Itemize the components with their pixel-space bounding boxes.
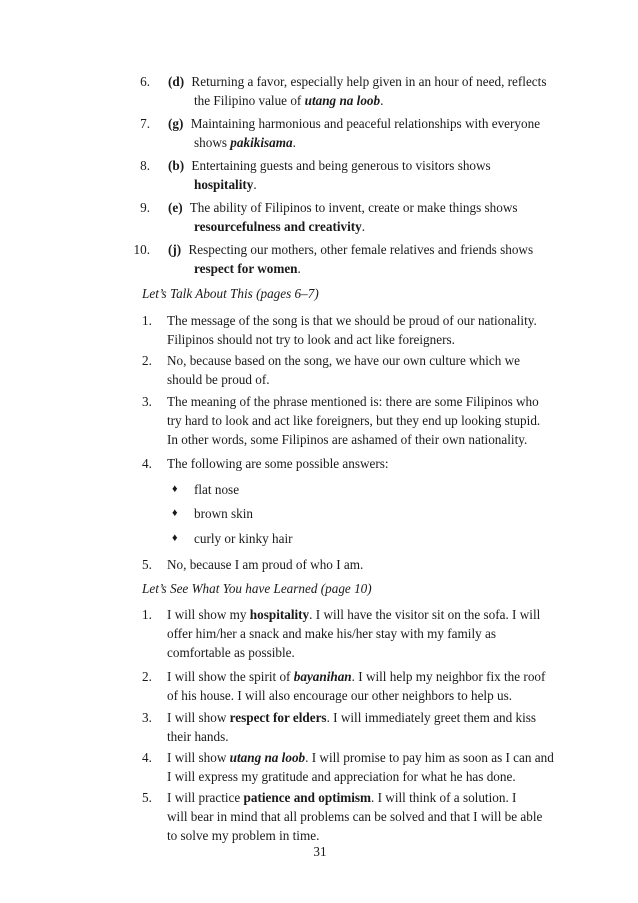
answer-emphasis: hospitality: [194, 177, 254, 192]
item-line: I will show: [167, 710, 230, 725]
item-number: 2.: [142, 353, 152, 368]
answer-emphasis: resourcefulness and creativity: [194, 219, 362, 234]
answer-number: 7.: [140, 116, 150, 131]
diamond-bullet-icon: ♦: [172, 507, 178, 519]
item-line: . I will have the visitor sit on the sofa. I will: [309, 607, 541, 622]
answer-punct: .: [292, 135, 296, 150]
item-line: to solve my problem in time.: [167, 828, 320, 843]
answer-text: Maintaining harmonious and peaceful relationships with everyone: [190, 116, 541, 131]
item-line: I will show the spirit of: [167, 669, 294, 684]
answer-number: 8.: [140, 158, 150, 173]
item-line: The meaning of the phrase mentioned is: there are some Filipinos who: [167, 394, 539, 409]
item-line: . I will think of a solution. I: [371, 790, 517, 805]
answer-punct: .: [253, 177, 257, 192]
item-line: will bear in mind that all problems can be solved and that I will be able: [167, 809, 543, 824]
item-line: No, because based on the song, we have our own culture which we: [167, 353, 521, 368]
answer-emphasis: respect for women: [194, 261, 298, 276]
item-line: I will practice: [167, 790, 244, 805]
answer-letter: (e): [168, 200, 183, 215]
answer-number: 6.: [140, 74, 150, 89]
section-title-learned: Let’s See What You have Learned (page 10): [142, 581, 372, 596]
item-line: . I will immediately greet them and kiss: [326, 710, 537, 725]
item-line: I will show my: [167, 607, 250, 622]
answer-text: Returning a favor, especially help given in an hour of need, reflects: [191, 74, 547, 89]
item-number: 4.: [142, 456, 152, 471]
item-emphasis: utang na loob: [229, 750, 306, 765]
answer-letter: (j): [168, 242, 182, 257]
section-title-talk: Let’s Talk About This (pages 6–7): [142, 286, 319, 301]
answer-letter: (b): [168, 158, 185, 173]
item-number: 1.: [142, 607, 152, 622]
answer-number: 10.: [133, 242, 150, 257]
answer-punct: .: [361, 219, 366, 234]
item-number: 5.: [142, 790, 152, 805]
page-number: 31: [313, 844, 327, 859]
bullet-text: brown skin: [194, 506, 253, 521]
item-line: I will express my gratitude and appreciation for what he has done.: [167, 769, 516, 784]
answer-punct: .: [297, 261, 301, 276]
answer-text: Respecting our mothers, other female relatives and friends shows: [188, 242, 534, 257]
answer-text-cont: the Filipino value of: [194, 93, 305, 108]
answer-number: 9.: [140, 200, 150, 215]
item-line: The message of the song is that we should be proud of our nationality.: [167, 313, 537, 328]
item-number: 3.: [142, 710, 152, 725]
item-line: The following are some possible answers:: [167, 456, 389, 471]
item-number: 2.: [142, 669, 152, 684]
item-emphasis: patience and optimism: [243, 790, 372, 805]
answer-letter: (g): [168, 116, 184, 131]
item-number: 1.: [142, 313, 152, 328]
answer-text-cont: shows: [194, 135, 231, 150]
item-line: . I will help my neighbor fix the roof: [351, 669, 546, 684]
item-line: of his house. I will also encourage our other neighbors to help us.: [167, 688, 512, 703]
bullet-text: flat nose: [194, 482, 240, 497]
answer-letter: (d): [168, 74, 185, 89]
item-line: Filipinos should not try to look and act like foreigners.: [167, 332, 455, 347]
item-emphasis: hospitality: [249, 607, 310, 622]
item-line: comfortable as possible.: [167, 645, 295, 660]
item-line: . I will promise to pay him as soon as I can and: [305, 750, 554, 765]
answer-punct: .: [380, 93, 384, 108]
answer-text: The ability of Filipinos to invent, create or make things shows: [189, 200, 518, 215]
answer-emphasis: pakikisama: [230, 135, 293, 150]
diamond-bullet-icon: ♦: [172, 532, 178, 544]
item-number: 4.: [142, 750, 152, 765]
item-line: try hard to look and act like foreigners, but they end up looking stupid.: [167, 413, 541, 428]
bullet-text: curly or kinky hair: [194, 531, 293, 546]
item-number: 3.: [142, 394, 152, 409]
item-line: their hands.: [167, 729, 229, 744]
answer-emphasis: utang na loob: [304, 93, 381, 108]
diamond-bullet-icon: ♦: [172, 483, 178, 495]
item-line: No, because I am proud of who I am.: [167, 557, 364, 572]
item-emphasis: bayanihan: [293, 669, 352, 684]
item-line: In other words, some Filipinos are ashamed of their own nationality.: [167, 432, 528, 447]
item-number: 5.: [142, 557, 152, 572]
item-line: I will show: [167, 750, 230, 765]
item-line: offer him/her a snack and make his/her stay with my family as: [167, 626, 496, 641]
answer-text: Entertaining guests and being generous to visitors shows: [191, 158, 491, 173]
item-line: should be proud of.: [167, 372, 270, 387]
item-emphasis: respect for elders: [229, 710, 327, 725]
